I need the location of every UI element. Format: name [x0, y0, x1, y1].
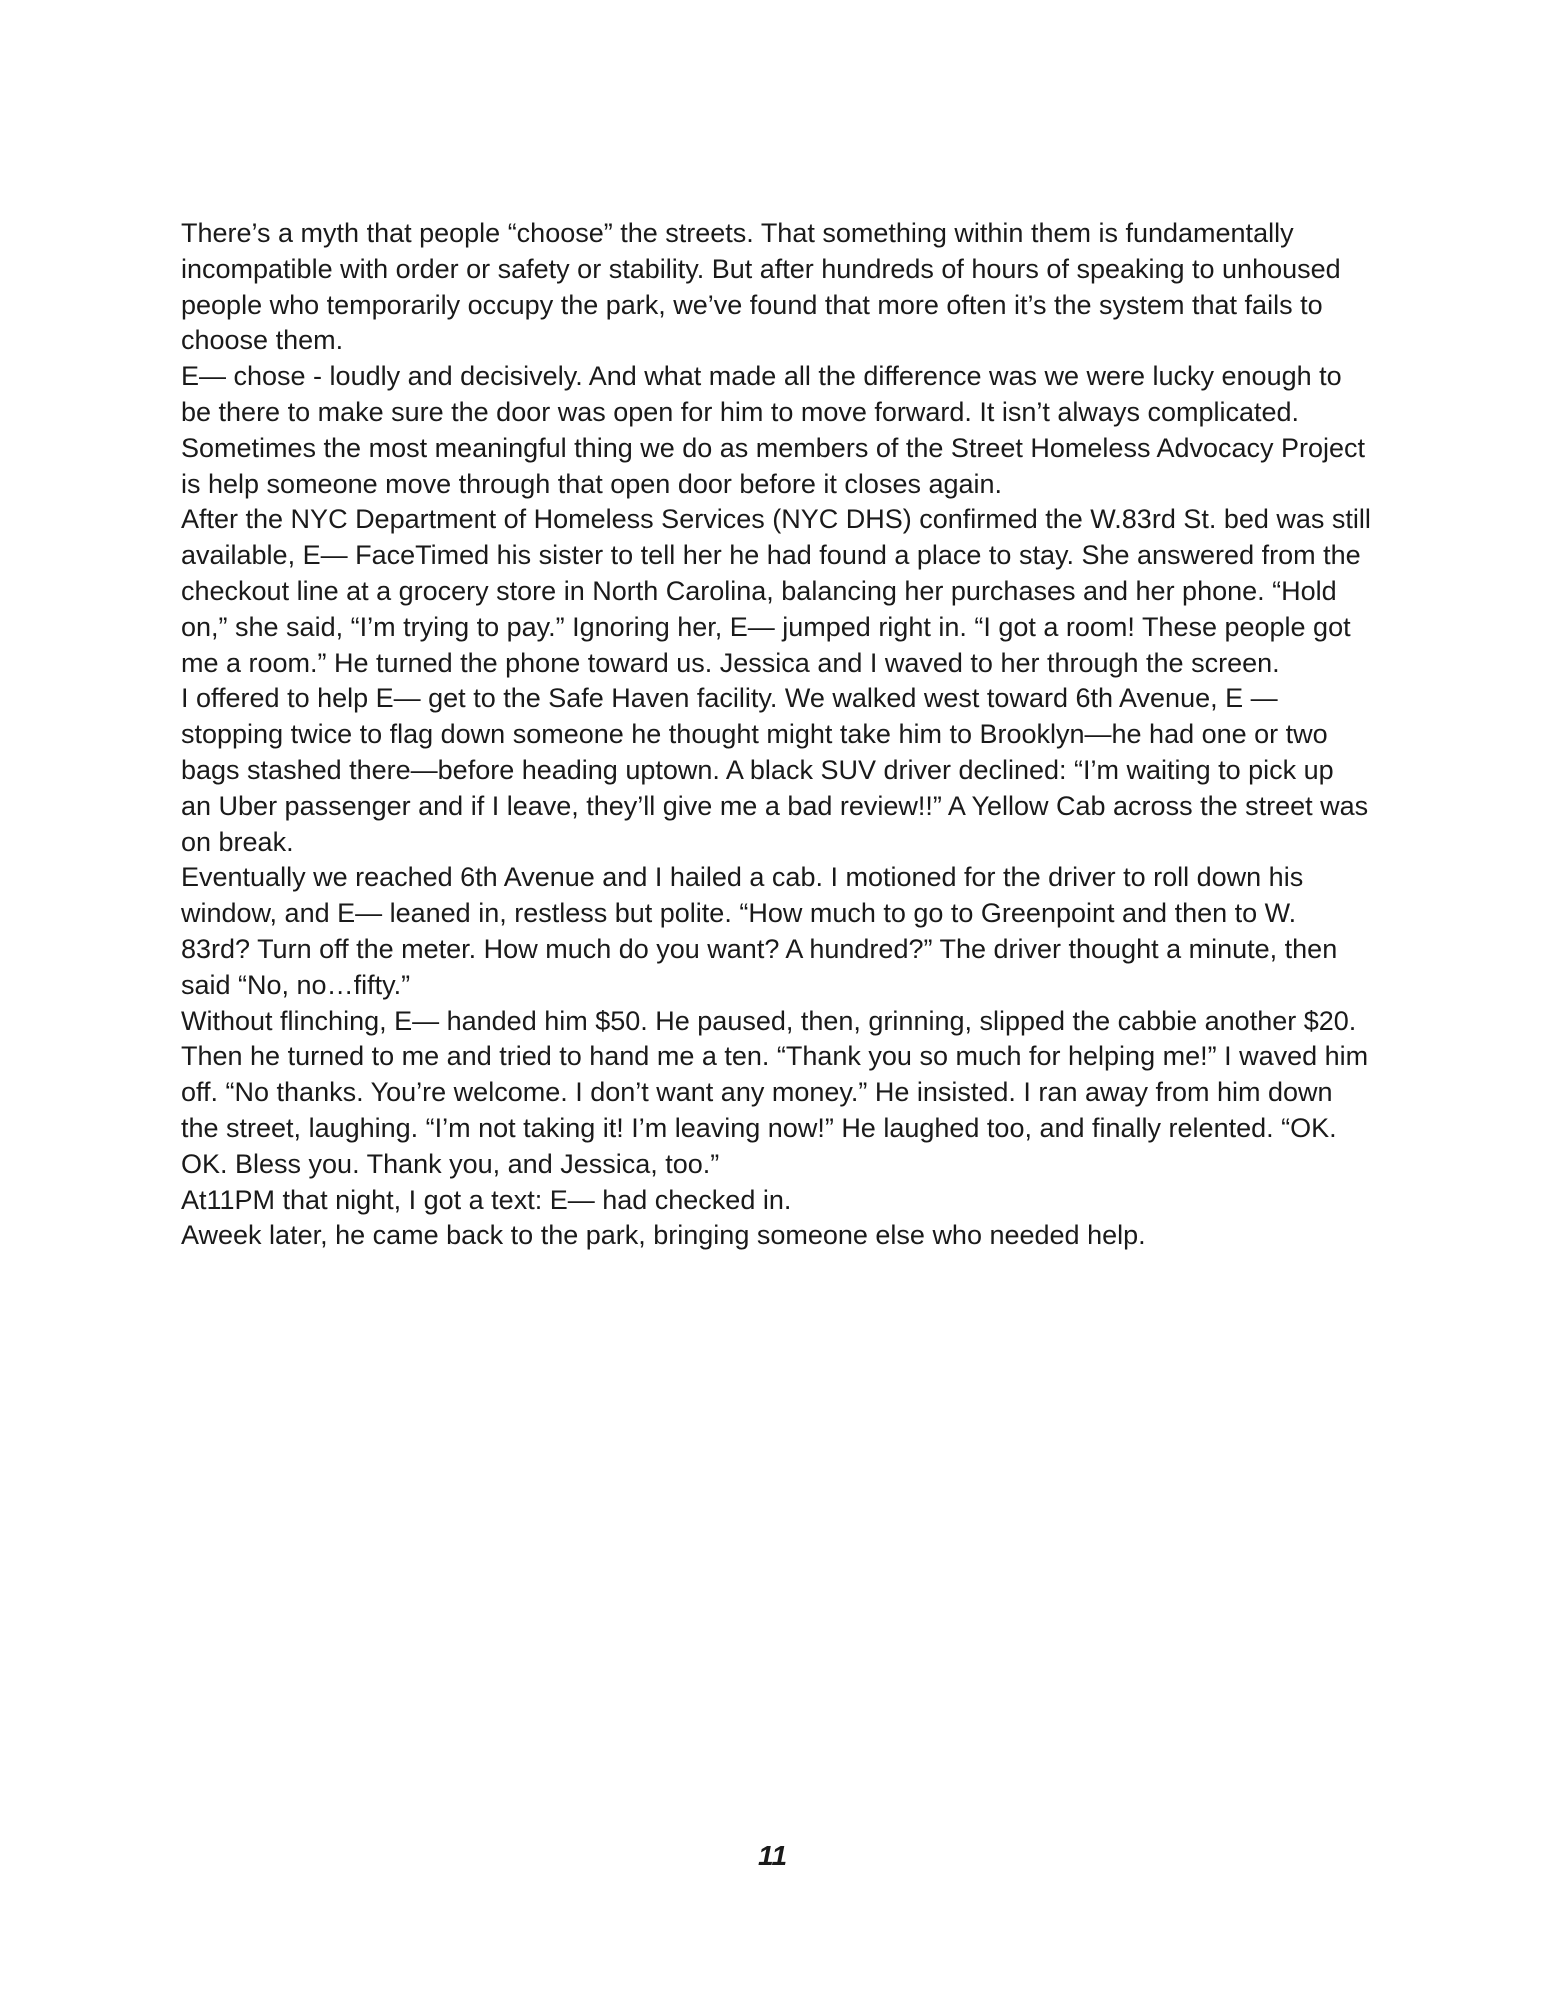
body-text: [181, 216, 1371, 1254]
paragraph-8: Aweek later, he came back to the park, bringing someone else who needed help.: [181, 1220, 1146, 1251]
paragraph-4: I offered to help E— get to the Safe Haven facility. We walked west toward 6th Avenue, E — stopping twice to flag down someone he thought might take him to Brooklyn—he had one or two bags stashed there—before heading uptown. A black SUV driver declined: “I’m waiting to pick up an Uber passenger and if I leave, they’ll give me a bad review!!” A Yellow Cab across the street was on break.: [181, 683, 1369, 857]
paragraph-6: Without flinching, E— handed him $50. He paused, then, grinning, slipped the cabbie another $20. Then he turned to me and tried to hand me a ten. “Thank you so much for helping me!” I waved him off. “No thanks. You’re welcome. I don’t want any money.” He insisted. I ran away from him down the street, laughing. “I’m not taking it! I’m leaving now!” He laughed too, and finally relented. “OK. OK. Bless you. Thank you, and Jessica, too.”: [181, 1005, 1369, 1179]
paragraph-1: There’s a myth that people “choose” the streets. That something within them is fundamentally incompatible with order or safety or stability. But after hundreds of hours of speaking to unhoused people who temporarily occupy the park, we’ve found that more often it’s the system that fails to choose them.: [181, 218, 1341, 356]
paragraph-7: At11PM that night, I got a text: E— had checked in.: [181, 1184, 792, 1215]
paragraph-2: E— chose - loudly and decisively. And what made all the difference was we were lucky enough to be there to make sure the door was open for him to move forward. It isn’t always complicated. Sometimes the most meaningful thing we do as members of the Street Homeless Advocacy Project is help someone move through that open door before it closes again.: [181, 361, 1366, 499]
paragraph-3: After the NYC Department of Homeless Services (NYC DHS) confirmed the W.83rd St. bed was still available, E— FaceTimed his sister to tell her he had found a place to stay. She answered from the checkout line at a grocery store in North Carolina, balancing her purchases and her phone. “Hold on,” she said, “I’m trying to pay.” Ignoring her, E— jumped right in. “I got a room! These people got me a room.” He turned the phone toward us. Jessica and I waved to her through the screen.: [181, 504, 1371, 678]
paragraph-5: Eventually we reached 6th Avenue and I hailed a cab. I motioned for the driver to roll down his window, and E— leaned in, restless but polite. “How much to go to Greenpoint and then to W. 83rd? Turn off the meter. How much do you want? A hundred?” The driver thought a minute, then said “No, no…fifty.”: [181, 862, 1338, 1000]
page-number: 11: [757, 1840, 788, 1871]
